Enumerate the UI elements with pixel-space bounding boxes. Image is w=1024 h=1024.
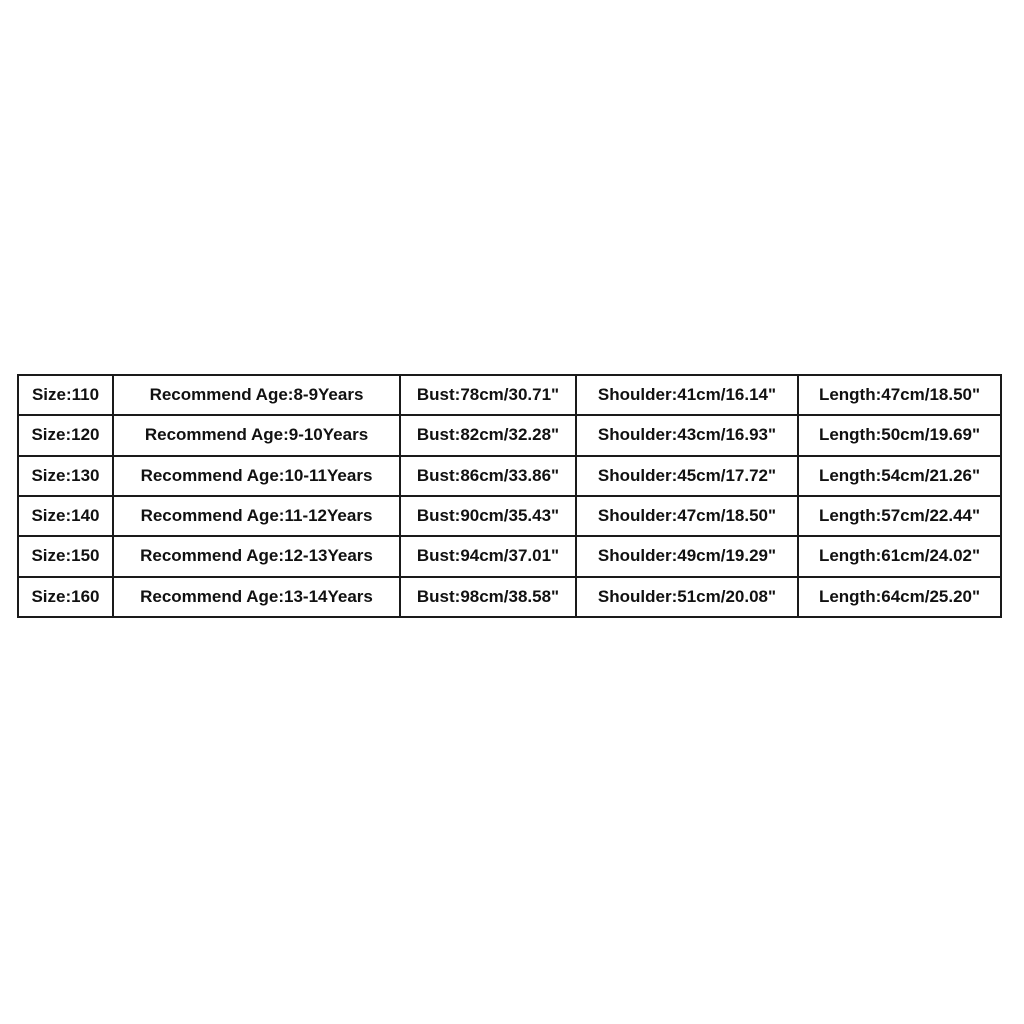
recommend-age-cell: Recommend Age:13-14Years <box>113 577 400 617</box>
table-row <box>18 496 1001 536</box>
size-cell: Size:150 <box>18 536 113 576</box>
length-cell: Length:50cm/19.69" <box>798 415 1001 455</box>
length-cell: Length:57cm/22.44" <box>798 496 1001 536</box>
shoulder-cell: Shoulder:41cm/16.14" <box>576 375 798 415</box>
shoulder-cell: Shoulder:45cm/17.72" <box>576 456 798 496</box>
bust-cell: Bust:90cm/35.43" <box>400 496 576 536</box>
size-cell: Size:130 <box>18 456 113 496</box>
length-cell: Length:64cm/25.20" <box>798 577 1001 617</box>
recommend-age-cell: Recommend Age:11-12Years <box>113 496 400 536</box>
recommend-age-cell: Recommend Age:10-11Years <box>113 456 400 496</box>
recommend-age-cell: Recommend Age:9-10Years <box>113 415 400 455</box>
table-row <box>18 536 1001 576</box>
size-cell: Size:140 <box>18 496 113 536</box>
table-row <box>18 456 1001 496</box>
recommend-age-cell: Recommend Age:12-13Years <box>113 536 400 576</box>
shoulder-cell: Shoulder:47cm/18.50" <box>576 496 798 536</box>
bust-cell: Bust:78cm/30.71" <box>400 375 576 415</box>
shoulder-cell: Shoulder:51cm/20.08" <box>576 577 798 617</box>
bust-cell: Bust:98cm/38.58" <box>400 577 576 617</box>
recommend-age-cell: Recommend Age:8-9Years <box>113 375 400 415</box>
size-cell: Size:160 <box>18 577 113 617</box>
shoulder-cell: Shoulder:43cm/16.93" <box>576 415 798 455</box>
table-row <box>18 577 1001 617</box>
bust-cell: Bust:94cm/37.01" <box>400 536 576 576</box>
bust-cell: Bust:86cm/33.86" <box>400 456 576 496</box>
table-row <box>18 375 1001 415</box>
length-cell: Length:61cm/24.02" <box>798 536 1001 576</box>
bust-cell: Bust:82cm/32.28" <box>400 415 576 455</box>
size-cell: Size:110 <box>18 375 113 415</box>
shoulder-cell: Shoulder:49cm/19.29" <box>576 536 798 576</box>
size-cell: Size:120 <box>18 415 113 455</box>
size-chart-table <box>17 374 1002 618</box>
length-cell: Length:54cm/21.26" <box>798 456 1001 496</box>
length-cell: Length:47cm/18.50" <box>798 375 1001 415</box>
table-row <box>18 415 1001 455</box>
